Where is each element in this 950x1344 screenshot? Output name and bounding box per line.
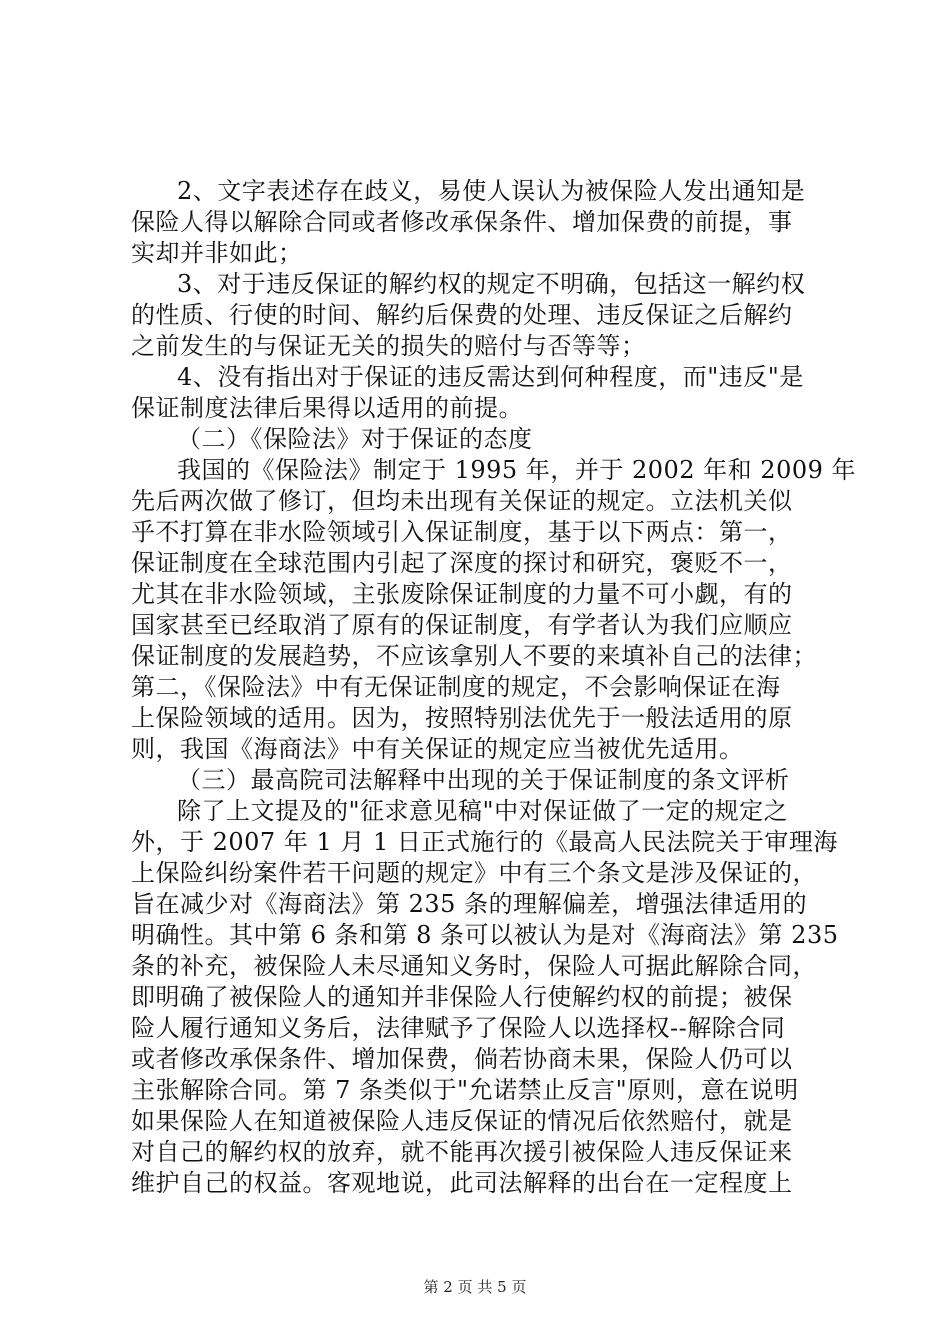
text-line: 实却并非如此； [131,239,303,267]
text-line: 主张解除合同。第 7 条类似于"允诺禁止反言"原则，意在说明 [131,1076,799,1104]
text-line: 2、文字表述存在歧义，易使人误认为被保险人发出通知是 [177,177,806,205]
text-line: 即明确了被保险人的通知并非保险人行使解约权的前提；被保 [131,983,793,1011]
text-line: 乎不打算在非水险领域引入保证制度，基于以下两点：第一， [131,518,793,546]
text-line: 之前发生的与保证无关的损失的赔付与否等等； [131,332,646,360]
text-line: 除了上文提及的"征求意见稿"中对保证做了一定的规定之 [177,797,789,825]
text-line: 3、对于违反保证的解约权的规定不明确，包括这一解约权 [177,270,806,298]
text-line: 我国的《保险法》制定于 1995 年，并于 2002 年和 2009 年 [177,456,857,484]
text-line: 则，我国《海商法》中有关保证的规定应当被优先适用。 [131,735,744,763]
text-line: 保证制度的发展趋势，不应该拿别人不要的来填补自己的法律； [131,642,817,670]
page-number-footer: 第 2 页 共 5 页 [423,1278,527,1296]
body-text [131,176,857,1199]
text-line: 上保险纠纷案件若干问题的规定》中有三个条文是涉及保证的， [131,859,817,887]
text-line: 维护自己的权益。客观地说，此司法解释的出台在一定程度上 [131,1169,793,1197]
text-line: 保证制度法律后果得以适用的前提。 [131,394,523,422]
text-line: 对自己的解约权的放弃，就不能再次援引被保险人违反保证来 [131,1138,793,1166]
section-heading: （三）最高院司法解释中出现的关于保证制度的条文评析 [177,766,790,794]
text-line: 或者修改承保条件、增加保费，倘若协商未果，保险人仍可以 [131,1045,793,1073]
text-line: 保险人得以解除合同或者修改承保条件、增加保费的前提，事 [131,208,793,236]
text-line: 先后两次做了修订，但均未出现有关保证的规定。立法机关似 [131,487,793,515]
text-line: 的性质、行使的时间、解约后保费的处理、违反保证之后解约 [131,301,793,329]
text-line: 保证制度在全球范围内引起了深度的探讨和研究，褒贬不一， [131,549,793,577]
text-line: 4、没有指出对于保证的违反需达到何种程度，而"违反"是 [177,363,804,391]
text-line: 旨在减少对《海商法》第 235 条的理解偏差，增强法律适用的 [131,890,808,918]
text-line: 外，于 2007 年 1 月 1 日正式施行的《最高人民法院关于审理海 [131,828,838,856]
text-line: 国家甚至已经取消了原有的保证制度，有学者认为我们应顺应 [131,611,793,639]
section-heading: （二）《保险法》对于保证的态度 [177,425,533,453]
text-line: 明确性。其中第 6 条和第 8 条可以被认为是对《海商法》第 235 [131,921,839,949]
text-line: 上保险领域的适用。因为，按照特别法优先于一般法适用的原 [131,704,793,732]
text-line: 条的补充，被保险人未尽通知义务时，保险人可据此解除合同， [131,952,817,980]
text-line: 尤其在非水险领域，主张废除保证制度的力量不可小觑，有的 [131,580,793,608]
text-line: 如果保险人在知道被保险人违反保证的情况后依然赔付，就是 [131,1107,793,1135]
text-line: 险人履行通知义务后，法律赋予了保险人以选择权--解除合同 [131,1014,786,1042]
text-line: 第二，《保险法》中有无保证制度的规定，不会影响保证在海 [131,673,781,701]
